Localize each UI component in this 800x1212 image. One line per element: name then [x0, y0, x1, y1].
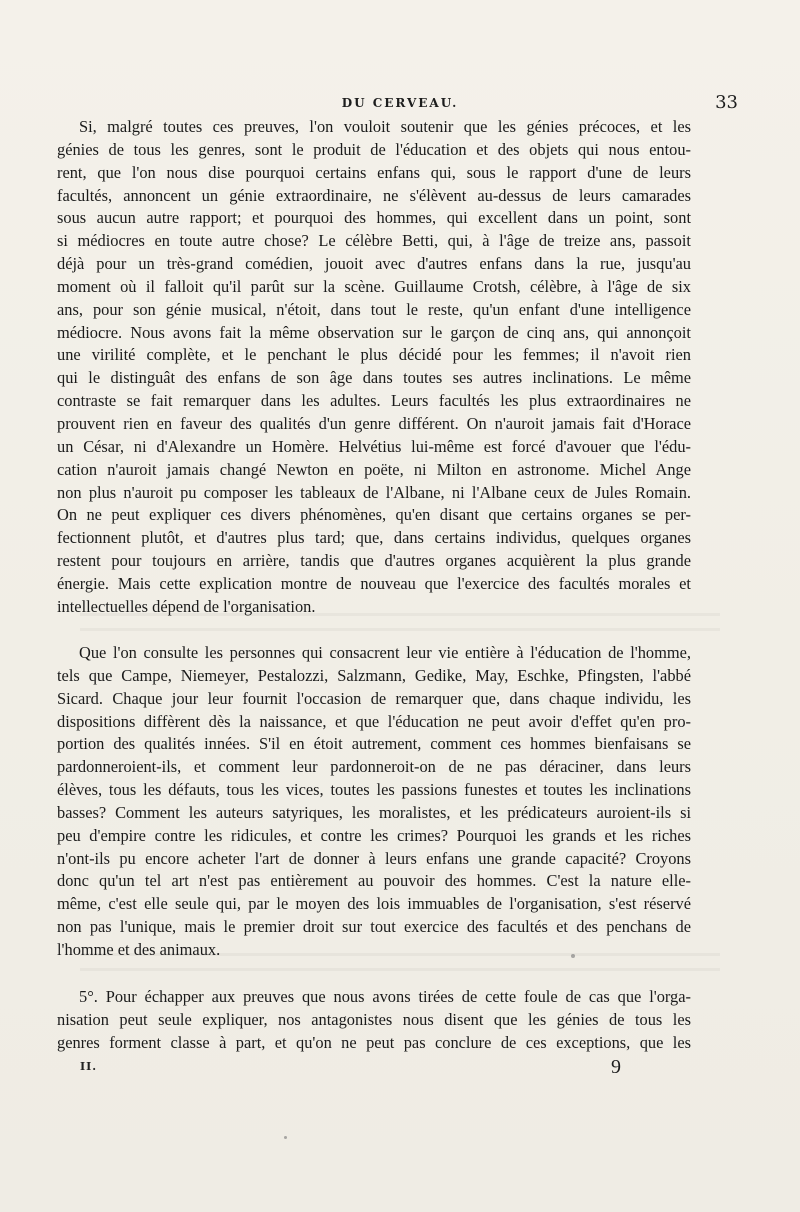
text-line: même, c'est elle seule qui, par le moyen des lois immuables de l'organisation, s'est réservé: [57, 894, 691, 914]
text-line: basses? Comment les auteurs satyriques, les moralistes, et les prédicateurs auroient-ils si: [57, 802, 691, 822]
text-line: une virilité complète, et le penchant le plus décidé pour les femmes; il n'avoit rien: [57, 345, 691, 365]
text-line: Que l'on consulte les personnes qui consacrent leur vie entière à l'éducation de l'homme,: [79, 643, 691, 662]
text-line: non plus n'auroit pu composer les tableaux de l'Albane, ni l'Albane ceux de Jules Romain.: [57, 482, 691, 502]
text-line: fectionnent plutôt, et d'autres plus tard; que, dans certains individus, quelques organes: [57, 528, 691, 548]
text-line: non pas l'unique, mais le premier droit sur tout exercice des facultés et des penchans de: [57, 917, 691, 937]
text-line: sous aucun autre rapport; et pourquoi des hommes, qui excellent dans un point, sont: [57, 208, 691, 228]
paragraph-2: [57, 642, 691, 962]
running-head: [60, 92, 740, 114]
text-line: prouvent rien en faveur des qualités d'un genre différent. On n'auroit jamais fait d'Horace: [57, 413, 691, 433]
text-line: dispositions diffèrent dès la naissance, et que l'éducation ne peut avoir d'effet qu'en pro-: [57, 711, 691, 731]
text-line: qui le distinguât des enfans de son âge dans toutes ses autres inclinations. Le même: [57, 368, 691, 388]
bleed-through-mark: [80, 968, 720, 971]
page-number: 33: [715, 92, 738, 113]
text-line: un César, ni d'Alexandre un Homère. Helvétius lui-même est forcé d'avouer que l'édu-: [57, 436, 691, 456]
text-line: énergie. Mais cette explication montre de nouveau que l'exercice des facultés morales et: [57, 573, 691, 593]
text-line: Si, malgré toutes ces preuves, l'on vouloit soutenir que les génies précoces, et les: [79, 117, 691, 136]
text-line: tels que Campe, Niemeyer, Pestalozzi, Salzmann, Gedike, May, Eschke, Pfingsten, l'abbé: [57, 665, 691, 685]
running-title: DU CERVEAU.: [341, 96, 459, 110]
ink-speck: [284, 1136, 287, 1139]
text-line: l'homme et des animaux.: [57, 939, 221, 959]
text-line: genres forment classe à part, et qu'on ne peut pas conclure de ces exceptions, que les: [57, 1032, 691, 1052]
bleed-through-mark: [80, 628, 720, 631]
text-line: rent, que l'on nous dise pourquoi certains enfans qui, sous le rapport d'une de leurs: [57, 162, 691, 182]
paragraph-1: [57, 116, 691, 619]
text-line: nisation peut seule expliquer, nos antagonistes nous disent que les génies de tous les: [57, 1009, 691, 1029]
text-line: génies de tous les genres, sont le produit de l'éducation et des objets qui nous entou-: [57, 139, 691, 159]
sheet-number: 9: [611, 1056, 621, 1078]
text-line: médiocre. Nous avons fait la même observation sur le garçon de cinq ans, qui annonçoit: [57, 322, 691, 342]
paragraph-3: [57, 986, 691, 1055]
text-line: n'ont-ils pu encore acheter l'art de donner à leurs enfans une grande capacité? Croyons: [57, 848, 691, 868]
text-line: restent pour toujours en arrière, tandis que d'autres organes acquièrent la plus grande: [57, 551, 691, 571]
signature-mark: II.: [80, 1060, 98, 1073]
text-line: intellectuelles dépend de l'organisation.: [57, 596, 316, 616]
text-line: déjà pour un très-grand comédien, jouoit avec d'autres enfans dans la rue, jusqu'au: [57, 254, 691, 274]
text-line: donc qu'un tel art n'est pas entièrement au pouvoir des hommes. C'est la nature elle-: [57, 871, 691, 891]
text-line: contraste se fait remarquer dans les adultes. Leurs facultés les plus extraordinaires ne: [57, 391, 691, 411]
text-line: On ne peut expliquer ces divers phénomènes, qu'en disant que certains organes se per-: [57, 505, 691, 525]
text-line: peu d'empire contre les ridicules, et contre les crimes? Pourquoi les grands et les riches: [57, 825, 691, 845]
text-line: Sicard. Chaque jour leur fournit l'occasion de remarquer que, dans chaque individu, les: [57, 688, 691, 708]
text-line: élèves, tous les défauts, tous les vices, toutes les passions funestes et toutes les inclinations: [57, 780, 691, 800]
text-line: pardonneroient-ils, et comment leur pardonneroit-on de ne pas déraciner, dans leurs: [57, 757, 691, 777]
text-line: moment où il falloit qu'il parût sur la scène. Guillaume Crotsh, célèbre, à l'âge de six: [57, 276, 691, 296]
text-line: 5°. Pour échapper aux preuves que nous avons tirées de cette foule de cas que l'orga-: [79, 987, 691, 1006]
text-line: facultés, annoncent un génie extraordinaire, ne s'élèvent au-dessus de leurs camarades: [57, 185, 691, 205]
text-line: portion des qualités innées. S'il en étoit autrement, comment ces hommes bienfaisans se: [57, 734, 691, 754]
text-line: cation n'auroit jamais changé Newton en poëte, ni Milton en astronome. Michel Ange: [57, 459, 691, 479]
text-line: ans, pour son génie musical, n'étoit, dans tout le reste, qu'un enfant d'une intelligence: [57, 299, 691, 319]
text-line: si médiocres en toute autre chose? Le célèbre Betti, qui, à l'âge de treize ans, passoit: [57, 231, 691, 251]
